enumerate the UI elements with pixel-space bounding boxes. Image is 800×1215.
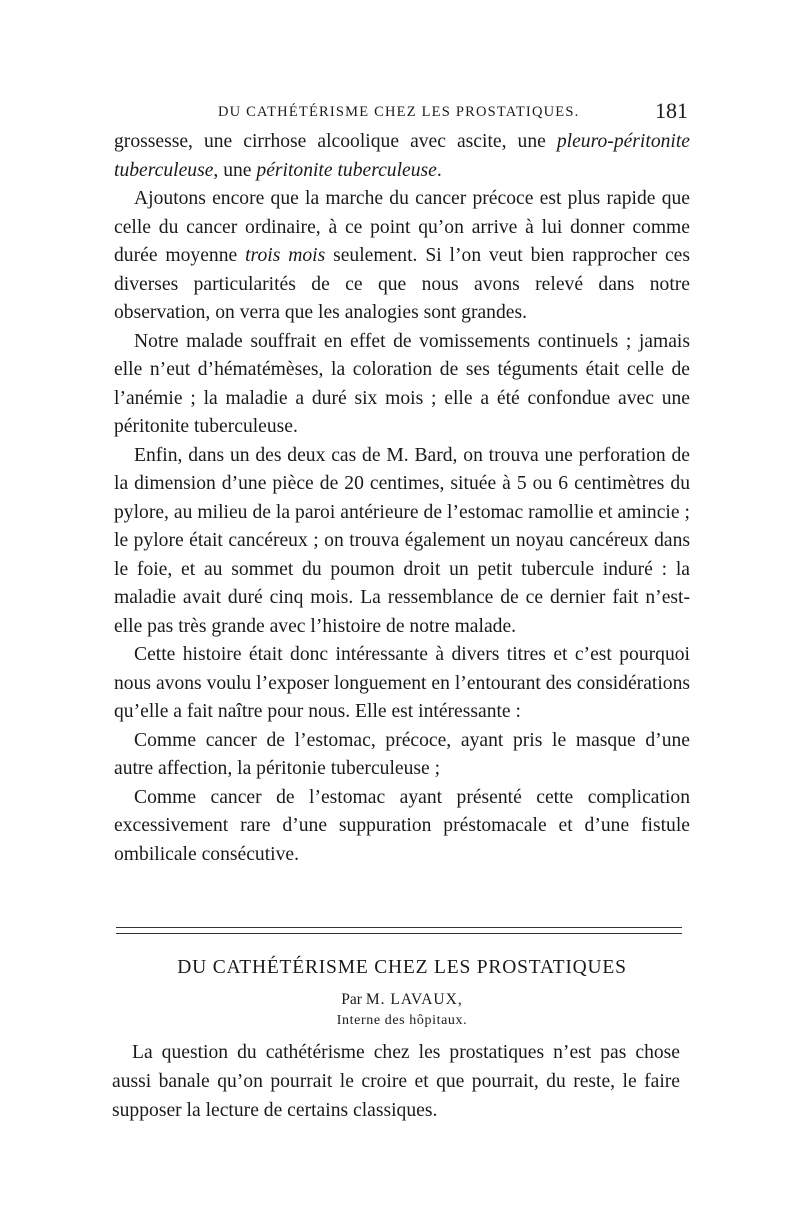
- section-separator: [116, 927, 682, 934]
- paragraph-1-italic-b: péritonite tuberculeuse: [256, 159, 437, 181]
- author-name: M. LAVAUX,: [365, 991, 463, 1008]
- paragraph-1-text-b: , une: [213, 159, 257, 181]
- article-title: DU CATHÉTÉRISME CHEZ LES PROSTATIQUES: [177, 957, 627, 978]
- paragraph-5: Cette histoire était donc intéressante à divers titres et c’est pourquoi nous avons voulu l’exposer longuement en l’entourant des considérations qu’elle a fait naître pour nous. Elle est intéressante :: [114, 644, 690, 722]
- article-heading: [114, 956, 690, 1030]
- running-title: DU CATHÉTÉRISME CHEZ LES PROSTATIQUES.: [218, 104, 580, 120]
- article-text: [112, 1038, 680, 1125]
- paragraph-7: Comme cancer de l’estomac ayant présenté cette complication excessivement rare d’une suppuration préstomacale et d’une fistule ombilicale consécutive.: [114, 786, 690, 865]
- paragraph-1-text-a: grossesse, une cirrhose alcoolique avec ascite, une: [114, 131, 557, 152]
- body-text: [114, 128, 690, 869]
- paragraph-1-text-c: .: [436, 159, 442, 181]
- paragraph-3: Notre malade souffrait en effet de vomissements continuels ; jamais elle n’eut d’hématémèses, la coloration de ses téguments était celle de l’anémie ; la maladie a duré six mois ; elle a été confondue avec une péritonite tuberculeuse.: [114, 330, 690, 437]
- page-number: 181: [655, 98, 688, 123]
- paragraph-1-italic-a: pleuro-péritonite tuberculeuse: [114, 131, 690, 181]
- paragraph-1: [114, 128, 690, 185]
- paragraph-2-text-a: Ajoutons encore que la marche du cancer précoce est plus rapide que celle du cancer ordinaire, à ce point qu’on arrive à lui donner comme durée moyenne: [114, 188, 690, 266]
- paragraph-6: Comme cancer de l’estomac, précoce, ayant pris le masque d’une autre affection, la péritonie tuberculeuse ;: [114, 729, 690, 779]
- running-header: [218, 100, 688, 124]
- paragraph-2-italic: trois mois: [245, 245, 326, 266]
- article-author: [114, 990, 690, 1010]
- article-paragraph-1: La question du cathétérisme chez les prostatiques n’est pas chose aussi banale qu’on pourrait le croire et que pourrait, du reste, le faire supposer la lecture de certains classiques.: [112, 1042, 680, 1121]
- author-prefix: Par: [341, 991, 366, 1008]
- author-role: Interne des hôpitaux.: [336, 1013, 468, 1028]
- paragraph-4: Enfin, dans un des deux cas de M. Bard, on trouva une perforation de la dimension d’une pièce de 20 centimes, située à 5 ou 6 centimètres du pylore, au milieu de la paroi antérieure de l’estomac ramollie et amincie ; le pylore était cancéreux ; on trouva également un noyau cancéreux dans le foie, et au sommet du poumon droit un petit tubercule induré : la maladie avait duré cinq mois. La ressemblance de ce dernier fait n’est-elle pas très grande avec l’histoire de notre malade.: [114, 444, 690, 637]
- paragraph-2-text-b: seulement. Si l’on veut bien rapprocher ces diverses particularités de ce que nous avons relevé dans notre observation, on verra que les analogies sont grandes.: [114, 245, 690, 323]
- paragraph-2: [114, 185, 690, 328]
